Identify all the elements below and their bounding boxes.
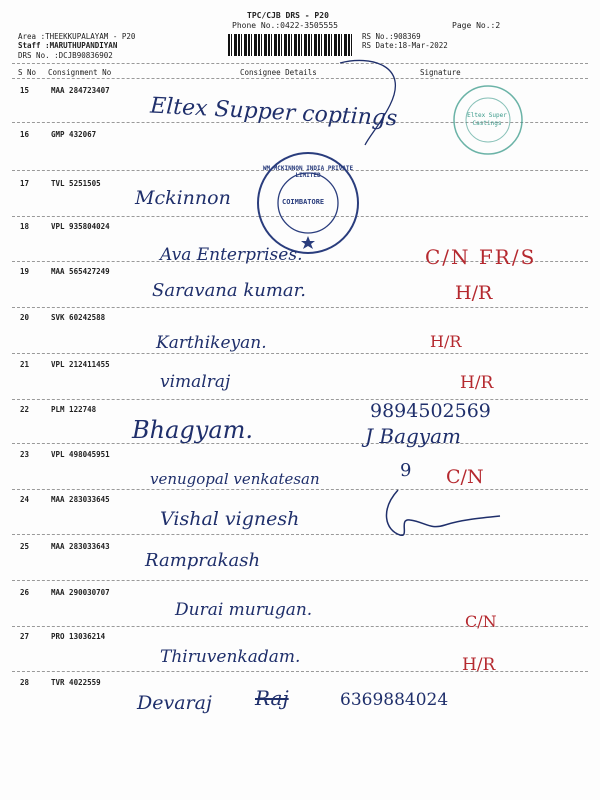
row-divider <box>12 399 588 400</box>
rs-number: RS No.:908369 <box>362 32 421 41</box>
row-27-sno: 27 <box>20 632 30 641</box>
phone-number: Phone No.:0422-3505555 <box>232 21 338 30</box>
bhagyam-signature: J Bagyam <box>365 424 461 448</box>
row-22-sno: 22 <box>20 405 30 414</box>
row-27-remark: C/N <box>465 612 497 631</box>
eltex-stamp-text: Eltex Super Castings <box>467 112 507 127</box>
pen-stroke-arrow <box>330 55 430 155</box>
rs-date: RS Date:18-Mar-2022 <box>362 41 448 50</box>
sheet-title: TPC/CJB DRS - P20 <box>247 11 329 20</box>
row-24-consignee-handwritten: venugopal venkatesan <box>150 470 320 488</box>
row-23-consignment: VPL 498045951 <box>51 450 110 459</box>
row-28-remark: H/R <box>462 655 496 675</box>
row-23-phone-handwritten: 9894502569 <box>370 400 491 422</box>
row-24-consignment: MAA 283033645 <box>51 495 110 504</box>
row-27-consignee-handwritten: Durai murugan. <box>175 600 313 620</box>
row-26-sno: 26 <box>20 588 30 597</box>
row-20-consignment: SVK 60242588 <box>51 313 106 322</box>
column-signature: Signature <box>420 68 461 77</box>
row-25-consignee-handwritten: Vishal vignesh <box>160 508 300 530</box>
row-23-sno: 23 <box>20 450 30 459</box>
row-24-sno: 24 <box>20 495 30 504</box>
row-22-consignee-handwritten: vimalraj <box>160 372 231 392</box>
row-27-consignment: PRO 13036214 <box>51 632 106 641</box>
row-divider <box>12 353 588 354</box>
devaraj-phone: 6369884024 <box>340 690 449 710</box>
row-22-remark: H/R <box>460 373 494 393</box>
row-divider <box>12 671 588 672</box>
row-19-consignee-handwritten: Ava Enterprises. <box>160 245 303 265</box>
row-20-sno: 20 <box>20 313 30 322</box>
row-21-consignee-handwritten: Karthikeyan. <box>156 333 267 353</box>
row-21-remark: H/R <box>430 332 462 351</box>
row-16-sno: 16 <box>20 130 30 139</box>
company-seal-name: WM MCKINNON INDIA PRIVATE LIMITED <box>262 165 354 179</box>
drs-number: DRS No. :DCJB90836902 <box>18 51 113 60</box>
area-label: Area :THEEKKUPALAYAM - P20 <box>18 32 136 41</box>
row-divider <box>12 626 588 627</box>
row-24-remark: C/N <box>446 466 484 488</box>
staff-label: Staff :MARUTHUPANDIYAN <box>18 41 118 50</box>
column-consignee: Consignee Details <box>240 68 317 77</box>
row-28-consignee-handwritten: Thiruvenkadam. <box>160 647 301 667</box>
row-20-remark: H/R <box>455 282 493 304</box>
row-23-consignee-handwritten: Bhagyam. <box>132 416 254 444</box>
row-28-sno: 28 <box>20 678 30 687</box>
barcode <box>228 34 353 56</box>
row-15-sno: 15 <box>20 86 30 95</box>
row-26-consignment: MAA 290030707 <box>51 588 110 597</box>
devaraj-name-handwritten: Devaraj <box>137 692 212 714</box>
row-25-sno: 25 <box>20 542 30 551</box>
row-17-sno: 17 <box>20 179 30 188</box>
company-seal-city: COIMBATORE <box>282 198 325 206</box>
row-25-consignment: MAA 283033643 <box>51 542 110 551</box>
row-15-consignment: MAA 284723407 <box>51 86 110 95</box>
row-19-sno: 19 <box>20 267 30 276</box>
row-divider <box>12 443 588 444</box>
row-18-sno: 18 <box>20 222 30 231</box>
row-17-consignee-handwritten: Mckinnon <box>135 187 231 209</box>
header-divider-top <box>12 63 588 64</box>
row-16-consignment: GMP 432067 <box>51 130 97 139</box>
row-15-consignee-handwritten: Eltex Supper coptings <box>149 93 398 132</box>
row-21-sno: 21 <box>20 360 30 369</box>
header-divider-bottom <box>12 78 588 79</box>
pen-signature-squiggle <box>370 490 510 550</box>
page-number: Page No.:2 <box>452 21 501 30</box>
row-divider <box>12 580 588 581</box>
column-consignment: Consignment No <box>48 68 112 77</box>
row-22-consignment: PLM 122748 <box>51 405 97 414</box>
row-19-consignment: MAA 565427249 <box>51 267 110 276</box>
row-21-consignment: VPL 212411455 <box>51 360 110 369</box>
row-18-consignment: VPL 935804024 <box>51 222 110 231</box>
devaraj-signature: Raj <box>255 686 289 710</box>
row-20-consignee-handwritten: Saravana kumar. <box>152 280 306 301</box>
venugopal-mark: 9 <box>400 460 412 481</box>
column-sno: S No <box>18 68 37 77</box>
row-19-remark: C/N FR/S <box>425 245 537 269</box>
row-28-consignment: TVR 4022559 <box>51 678 101 687</box>
row-17-consignment: TVL 5251505 <box>51 179 101 188</box>
row-26-consignee-handwritten: Ramprakash <box>145 550 261 571</box>
row-divider <box>12 307 588 308</box>
